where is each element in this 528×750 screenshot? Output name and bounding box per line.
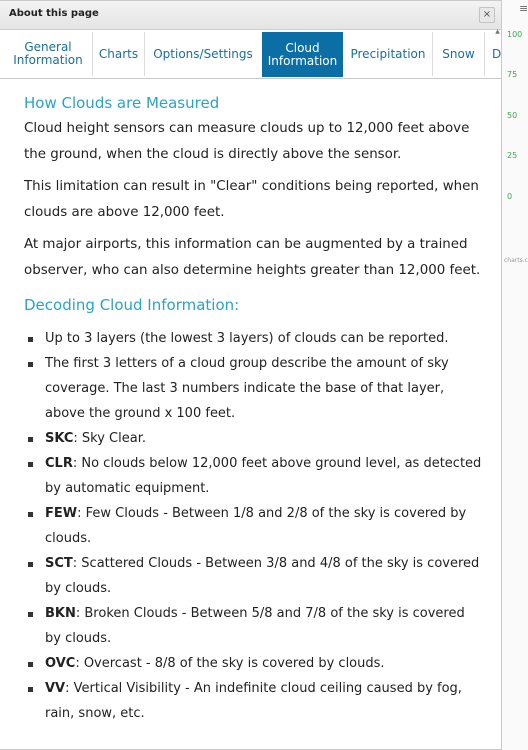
tab-label: Information — [267, 53, 338, 68]
tab-label: Information — [13, 53, 83, 67]
list-item-text: : Overcast - 8/8 of the sky is covered by clouds. — [75, 656, 385, 671]
cloud-code: FEW — [45, 506, 78, 521]
tab-label: Charts — [98, 46, 139, 61]
list-item-text: The first 3 letters of a cloud group describe the amount of sky coverage. The last 3 numbers indicate the base of that layer, above the ground x 100 feet. — [45, 356, 449, 421]
cloud-code: BKN — [45, 606, 76, 621]
background-credit[interactable]: charts.c — [504, 257, 528, 264]
cloud-code-list — [24, 326, 484, 726]
list-item — [45, 601, 484, 651]
tab-label: Options/Settings — [153, 46, 253, 61]
tab-general-information[interactable] — [4, 32, 93, 76]
tab-bar — [0, 32, 501, 79]
tab-overflow[interactable] — [485, 32, 501, 76]
tab-label: Snow — [442, 46, 475, 61]
close-icon[interactable]: × — [479, 7, 495, 23]
list-item — [45, 451, 484, 501]
cloud-code: VV — [45, 681, 66, 696]
paragraph: Cloud height sensors can measure clouds up to 12,000 feet above the ground, when the cloud is directly above the sensor. — [24, 121, 470, 162]
list-item — [45, 426, 484, 451]
cloud-code: OVC — [45, 656, 76, 671]
list-item-text: : Few Clouds - Between 1/8 and 2/8 of the sky is covered by clouds. — [45, 506, 467, 546]
list-item — [45, 501, 484, 551]
dialog-title: About this page — [9, 8, 99, 19]
section-heading-decoding: Decoding Cloud Information: — [24, 296, 240, 314]
list-item — [45, 551, 484, 601]
list-item-text: : Vertical Visibility - An indefinite cloud ceiling caused by fog, rain, snow, etc. — [45, 681, 462, 721]
cloud-code: CLR — [45, 456, 73, 471]
tab-snow[interactable] — [433, 32, 485, 76]
list-item — [45, 351, 484, 426]
tab-label: Precipitation — [350, 46, 426, 61]
section-heading-measured: How Clouds are Measured — [24, 94, 220, 112]
list-item-text: : Sky Clear. — [73, 431, 146, 446]
tab-charts[interactable] — [93, 32, 145, 76]
background-page — [500, 0, 528, 750]
background-axis-tick: 75 — [507, 70, 518, 79]
list-item — [45, 326, 484, 351]
tab-cloud-information[interactable] — [262, 32, 343, 77]
list-item-text: Up to 3 layers (the lowest 3 layers) of clouds can be reported. — [45, 331, 449, 346]
tab-options-settings[interactable] — [145, 32, 261, 76]
dialog-titlebar[interactable] — [0, 1, 501, 30]
list-item-text: : Broken Clouds - Between 5/8 and 7/8 of the sky is covered by clouds. — [45, 606, 465, 646]
tab-label: General — [24, 40, 72, 54]
tab-precipitation[interactable] — [344, 32, 433, 76]
paragraph: At major airports, this information can be augmented by a trained observer, who can also determine heights greater than 12,000 feet. — [24, 237, 481, 278]
background-axis-tick: 100 — [507, 30, 523, 39]
list-item-text: : Scattered Clouds - Between 3/8 and 4/8 of the sky is covered by clouds. — [45, 556, 480, 596]
tab-content — [24, 93, 484, 726]
scroll-up-icon[interactable]: ▲ — [495, 28, 500, 35]
menu-icon[interactable]: ≡ — [519, 2, 528, 15]
cloud-code: SKC — [45, 431, 74, 446]
background-axis-tick: 50 — [507, 111, 518, 120]
background-axis-tick: 25 — [507, 151, 518, 160]
tab-label: Cloud — [285, 40, 320, 55]
paragraph: This limitation can result in "Clear" conditions being reported, when clouds are above 12,000 feet. — [24, 179, 479, 220]
tab-label: D — [492, 46, 502, 61]
list-item — [45, 676, 484, 726]
list-item-text: : No clouds below 12,000 feet above ground level, as detected by automatic equipment. — [45, 456, 482, 496]
cloud-code: SCT — [45, 556, 73, 571]
background-axis-tick: 0 — [507, 192, 513, 201]
list-item — [45, 651, 484, 676]
